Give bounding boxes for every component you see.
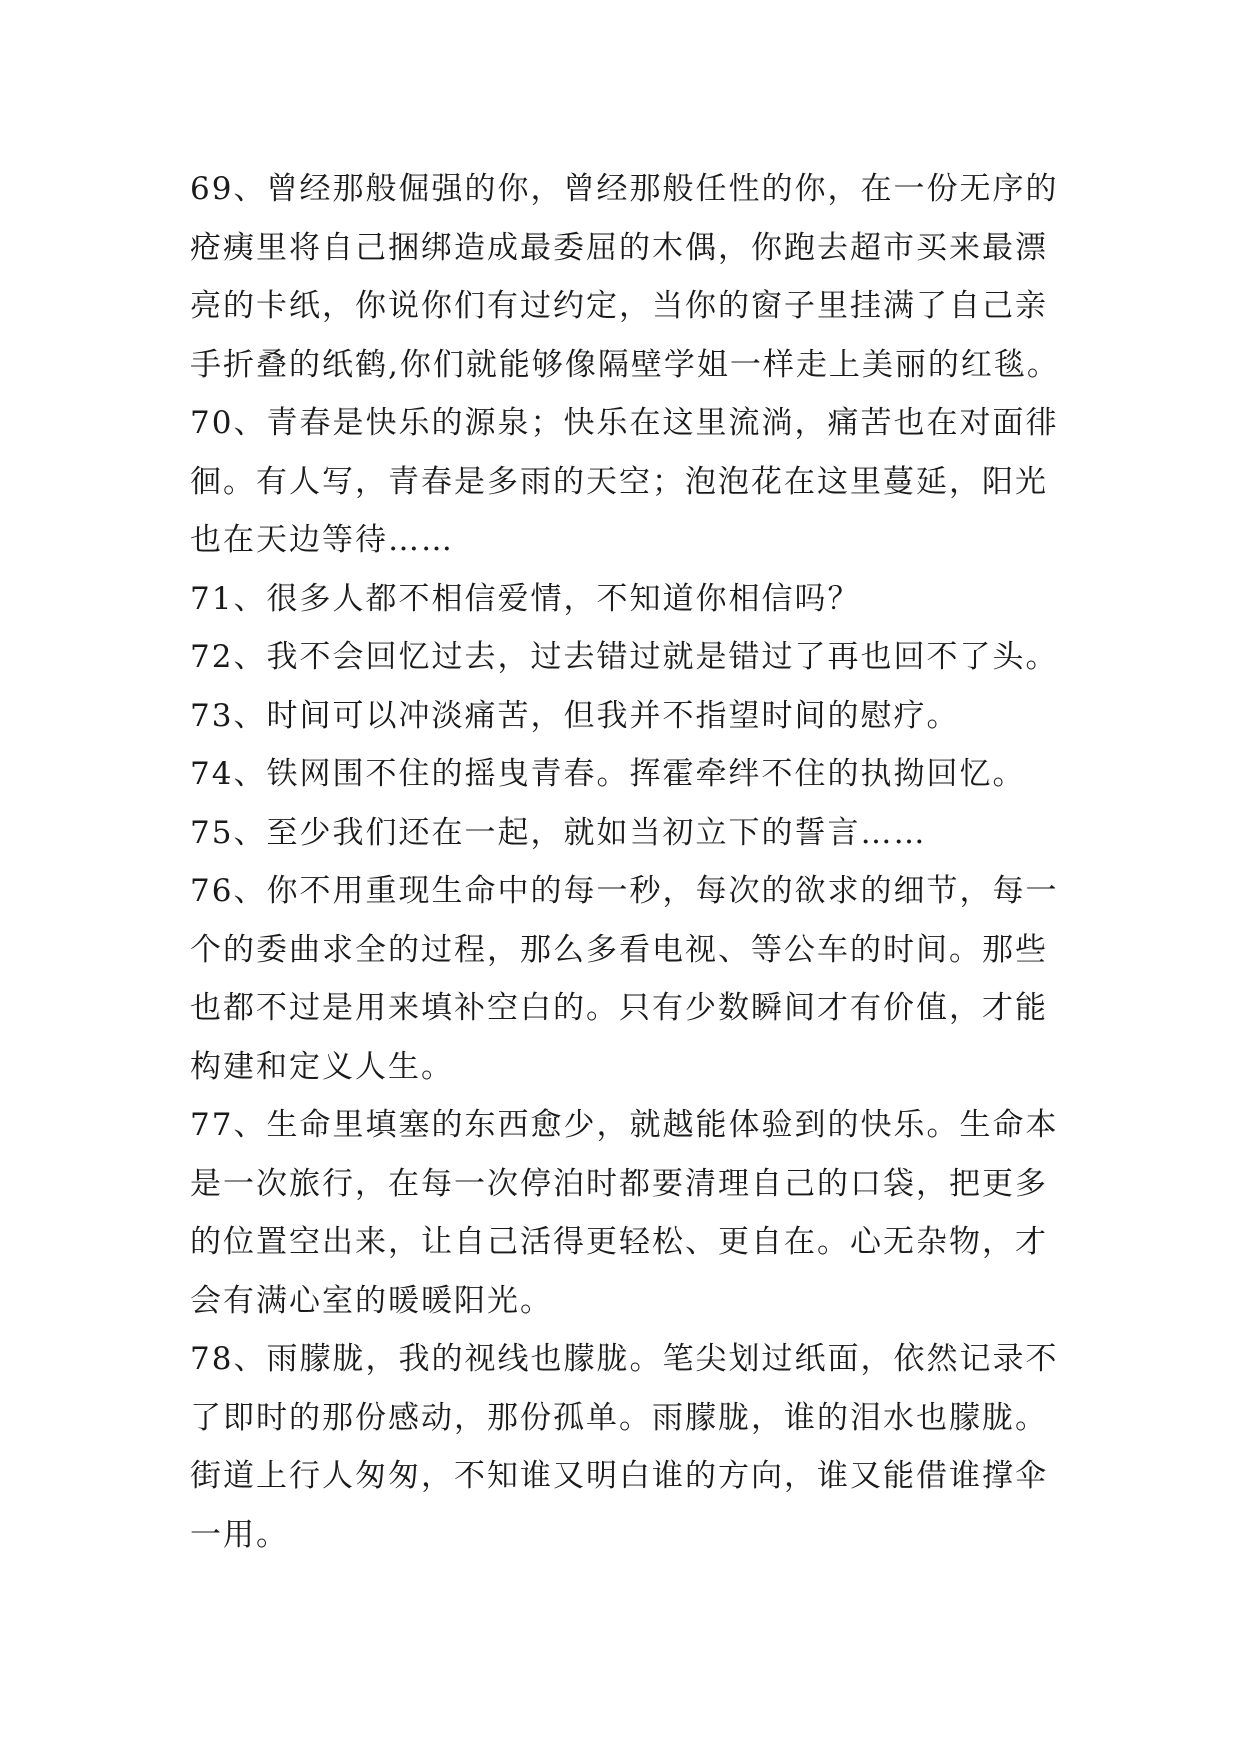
entry-line: 75、至少我们还在一起，就如当初立下的誓言…… (190, 814, 927, 851)
entry-70 (190, 394, 1070, 570)
entry-line: 徊。有人写，青春是多雨的天空；泡泡花在这里蔓延，阳光 (190, 463, 1048, 500)
entry-line: 手折叠的纸鹤,你们就能够像隔壁学姐一样走上美丽的红毯。 (190, 346, 1060, 383)
entry-line: 也在天边等待…… (190, 522, 454, 558)
entry-line: 构建和定义人生。 (190, 1048, 454, 1085)
entry-74 (190, 745, 1070, 804)
entry-75 (190, 804, 1070, 863)
entry-78 (190, 1330, 1070, 1564)
entry-line: 了即时的那份感动，那份孤单。雨朦胧，谁的泪水也朦胧。 (190, 1399, 1048, 1436)
entry-line: 会有满心室的暖暖阳光。 (190, 1282, 553, 1319)
entry-line: 疮痍里将自己捆绑造成最委屈的木偶，你跑去超市买来最漂 (190, 229, 1048, 266)
entry-line: 70、青春是快乐的源泉；快乐在这里流淌，痛苦也在对面徘 (190, 405, 1059, 441)
document-body (190, 160, 1070, 1564)
entry-line: 69、曾经那般倔强的你，曾经那般任性的你，在一份无序的 (190, 171, 1059, 207)
entry-76 (190, 862, 1070, 1096)
entry-72 (190, 628, 1070, 687)
entry-line: 亮的卡纸，你说你们有过约定，当你的窗子里挂满了自己亲 (190, 288, 1048, 324)
entry-77 (190, 1096, 1070, 1330)
entry-line: 一用。 (190, 1516, 289, 1553)
entry-line: 72、我不会回忆过去，过去错过就是错过了再也回不了头。 (190, 639, 1059, 675)
entry-line: 也都不过是用来填补空白的。只有少数瞬间才有价值，才能 (190, 990, 1048, 1026)
entry-71 (190, 570, 1070, 629)
entry-line: 71、很多人都不相信爱情，不知道你相信吗？ (190, 580, 861, 617)
entry-line: 77、生命里填塞的东西愈少，就越能体验到的快乐。生命本 (190, 1107, 1059, 1143)
entry-line: 个的委曲求全的过程，那么多看电视、等公车的时间。那些 (190, 931, 1048, 968)
entry-73 (190, 687, 1070, 746)
entry-line: 78、雨朦胧，我的视线也朦胧。笔尖划过纸面，依然记录不 (190, 1341, 1059, 1377)
entry-69 (190, 160, 1070, 394)
entry-line: 76、你不用重现生命中的每一秒，每次的欲求的细节，每一 (190, 873, 1059, 909)
entry-line: 是一次旅行，在每一次停泊时都要清理自己的口袋，把更多 (190, 1165, 1048, 1202)
entry-line: 73、时间可以冲淡痛苦，但我并不指望时间的慰疗。 (190, 697, 960, 734)
entry-line: 的位置空出来，让自己活得更轻松、更自在。心无杂物，才 (190, 1224, 1048, 1260)
entry-line: 街道上行人匆匆，不知谁又明白谁的方向，谁又能借谁撑伞 (190, 1458, 1048, 1494)
entry-line: 74、铁网围不住的摇曳青春。挥霍牵绊不住的执拗回忆。 (190, 756, 1026, 792)
